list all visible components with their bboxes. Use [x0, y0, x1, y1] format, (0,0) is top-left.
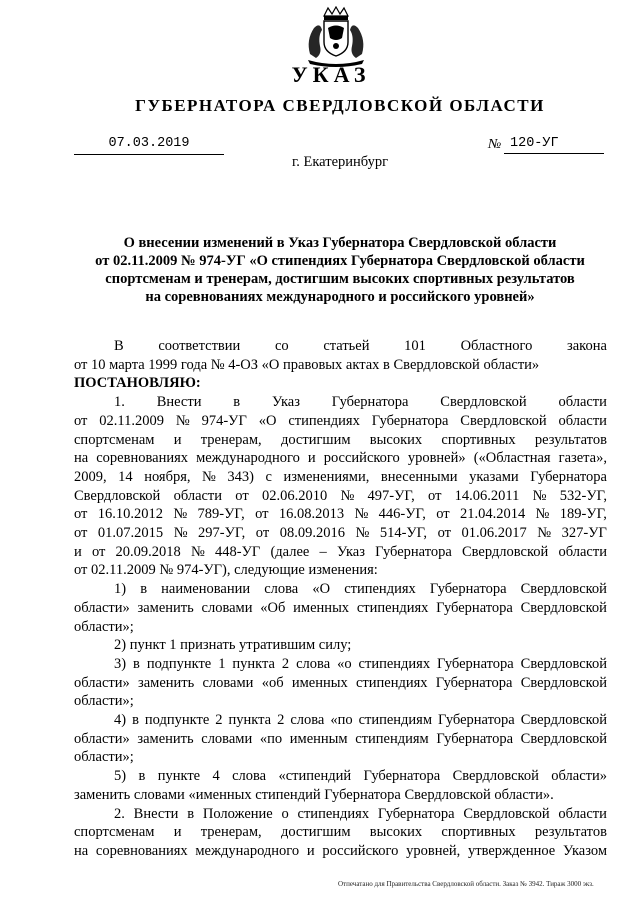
body-line: области» заменить словами «по именным стипендиям Губернатора Свердловской [74, 730, 607, 747]
coat-of-arms-emblem [300, 6, 372, 68]
body-line: 3) в подпункте 1 пункта 2 слова «о стипендиях Губернатора Свердловской [114, 655, 607, 672]
body-line: спортсменам и тренерам, достигшим высоких спортивных результатов [74, 824, 607, 841]
body-line: 4) в подпункте 2 пункта 2 слова «по стипендиям Губернатора Свердловской [114, 712, 607, 729]
city-line: г. Екатеринбург [291, 154, 389, 170]
body-line: от 02.11.2009 № 974-УГ), следующие изменения: [74, 562, 378, 579]
body-line: спортсменам и тренерам, достигшим высоких спортивных результатов [74, 431, 607, 448]
document-number: 120-УГ [504, 136, 604, 154]
body-line: области»; [74, 693, 134, 710]
document-type-title: УКАЗ [291, 62, 371, 87]
body-line: 1) в наименовании слова «О стипендиях Губернатора Свердловской [114, 581, 607, 598]
body-line: 2009, 14 ноября, № 343) с изменениями, внесенными указами Губернатора [74, 468, 607, 485]
body-line: ПОСТАНОВЛЯЮ: [74, 375, 201, 392]
body-line: от 02.11.2009 № 974-УГ «О стипендиях Губернатора Свердловской области [74, 412, 607, 429]
body-line: от 10 марта 1999 года № 4-ОЗ «О правовых актах в Свердловской области» [74, 356, 540, 373]
body-line: заменить словами «именных стипендий Губернатора Свердловской области». [74, 786, 554, 803]
body-line: от 01.07.2015 № 297-УГ, от 08.09.2016 № 514-УГ, от 01.06.2017 № 327-УГ [74, 525, 607, 542]
body-line: 5) в пункте 4 слова «стипендий Губернатора Свердловской области» [114, 768, 607, 785]
document-date: 07.03.2019 [74, 136, 224, 155]
body-line: 1. Внести в Указ Губернатора Свердловской области [114, 394, 607, 411]
body-line: области»; [74, 618, 134, 635]
body-line: области» заменить словами «об именных стипендиях Губернатора Свердловской [74, 674, 607, 691]
heading-line: на соревнованиях международного и российского уровней» [145, 289, 535, 305]
body-line: 2. Внести в Положение о стипендиях Губернатора Свердловской области [114, 805, 607, 822]
body-line: на соревнованиях международного и российского уровней, утвержденное Указом [74, 842, 607, 859]
number-label: № [488, 137, 502, 152]
decree-heading [70, 234, 610, 306]
decree-body [74, 337, 607, 861]
print-imprint: Отпечатано для Правительства Свердловской области. Заказ № 3942. Тираж 3000 экз. [338, 880, 594, 888]
heading-line: О внесении изменений в Указ Губернатора Свердловской области [123, 235, 557, 251]
issuer-title: ГУБЕРНАТОРА СВЕРДЛОВСКОЙ ОБЛАСТИ [135, 96, 545, 115]
body-line: от 16.10.2012 № 789-УГ, от 16.08.2013 № 446-УГ, от 21.04.2014 № 189-УГ, [74, 506, 607, 523]
heading-line: спортсменам и тренерам, достигшим высоких спортивных результатов [105, 271, 575, 287]
body-line: Свердловской области от 02.06.2010 № 497-УГ, от 14.06.2011 № 532-УГ, [74, 487, 607, 504]
body-line: области» заменить словами «Об именных стипендиях Губернатора Свердловской [74, 599, 607, 616]
heading-line: от 02.11.2009 № 974-УГ «О стипендиях Губернатора Свердловской области [95, 253, 585, 269]
body-line: и от 20.09.2018 № 448-УГ (далее – Указ Губернатора Свердловской области [74, 543, 607, 560]
body-line: В соответствии со статьей 101 Областного закона [114, 338, 607, 354]
body-line: 2) пункт 1 признать утратившим силу; [114, 637, 352, 654]
body-line: области»; [74, 749, 134, 766]
body-line: на соревнованиях международного и российского уровней» («Областная газета», [74, 450, 607, 467]
